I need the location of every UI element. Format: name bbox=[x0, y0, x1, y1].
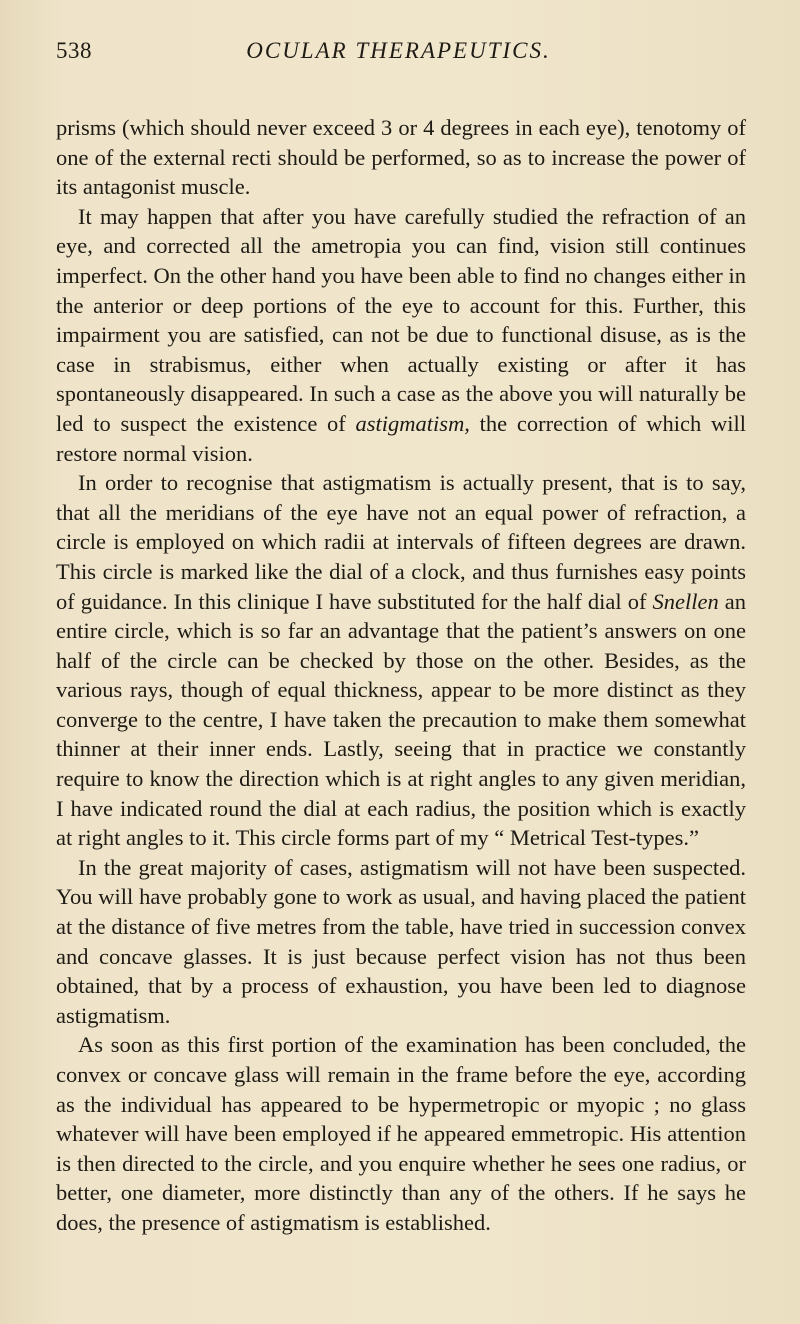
paragraph-5 bbox=[56, 1030, 746, 1237]
paragraph-4-text: In the great majority of cases, astigmatism will not have been suspected. You will have probably gone to work as usual, and having placed the patient at the distance of five metres from the table, have tried in succession convex and concave glasses. It is just because perfect vision has not thus been obtained, that by a process of exhaustion, you have been led to diagnose astigmatism. bbox=[56, 854, 746, 1028]
paragraph-2 bbox=[56, 202, 746, 468]
paragraph-1-text: prisms (which should never exceed 3 or 4 degrees in each eye), tenotomy of one of the external recti should be performed, so as to increase the power of its antagonist muscle. bbox=[56, 115, 746, 200]
paragraph-5-text: As soon as this first portion of the examination has been concluded, the convex or concave glass will remain in the frame before the eye, according as the individual has appeared to be hypermetropic or myopic ; no glass whatever will have been employed if he appeared emmetropic. His attention is then directed to the circle, and you enquire whether he sees one radius, or better, one diameter, more distinctly than any of the others. If he says he does, the presence of astigmatism is established. bbox=[56, 1032, 746, 1235]
paragraph-3-text-b: an entire circle, which is so far an advantage that the patient’s answers on one half of the circle can be checked by those on the other. Besides, as the various rays, though of equal thickness, appear to be more distinct as they converge to the centre, I have taken the precaution to make them somewhat thinner at their inner ends. Lastly, seeing that in practice we constantly require to know the direction which is at right angles to any given meridian, I have indicated round the dial at each radius, the position which is exactly at right angles to it. This circle forms part of my “ Metrical Test-types.” bbox=[56, 588, 746, 851]
paragraph-4 bbox=[56, 853, 746, 1031]
paragraph-2-emphasis-astigmatism: astigmatism, bbox=[355, 410, 470, 436]
running-title: OCULAR THERAPEUTICS. bbox=[246, 38, 551, 63]
paragraph-1 bbox=[56, 113, 746, 202]
page-header bbox=[56, 38, 741, 78]
paragraph-2-text-b: the correction of which will restore normal vision. bbox=[56, 410, 746, 466]
paragraph-2-text-a: It may happen that after you have carefully studied the refraction of an eye, and corrected all the ametropia you can find, vision still continues imperfect. On the other hand you have been able to find no changes either in the anterior or deep portions of the eye to account for this. Further, this impairment you are satisfied, can not be due to functional disuse, as is the case in strabismus, either when actually existing or after it has spontaneously disappeared. In such a case as the above you will naturally be led to suspect the existence of bbox=[56, 203, 746, 436]
paragraph-3 bbox=[56, 468, 746, 853]
page-number: 538 bbox=[56, 38, 92, 63]
body-text bbox=[56, 113, 746, 1238]
paragraph-3-text-a: In order to recognise that astigmatism is actually present, that is to say, that all the meridians of the eye have not an equal power of refraction, a circle is employed on which radii at intervals of fifteen degrees are drawn. This circle is marked like the dial of a clock, and thus furnishes easy points of guidance. In this clinique I have substituted for the half dial of bbox=[56, 470, 746, 614]
paragraph-3-emphasis-snellen: Snellen bbox=[652, 588, 719, 614]
